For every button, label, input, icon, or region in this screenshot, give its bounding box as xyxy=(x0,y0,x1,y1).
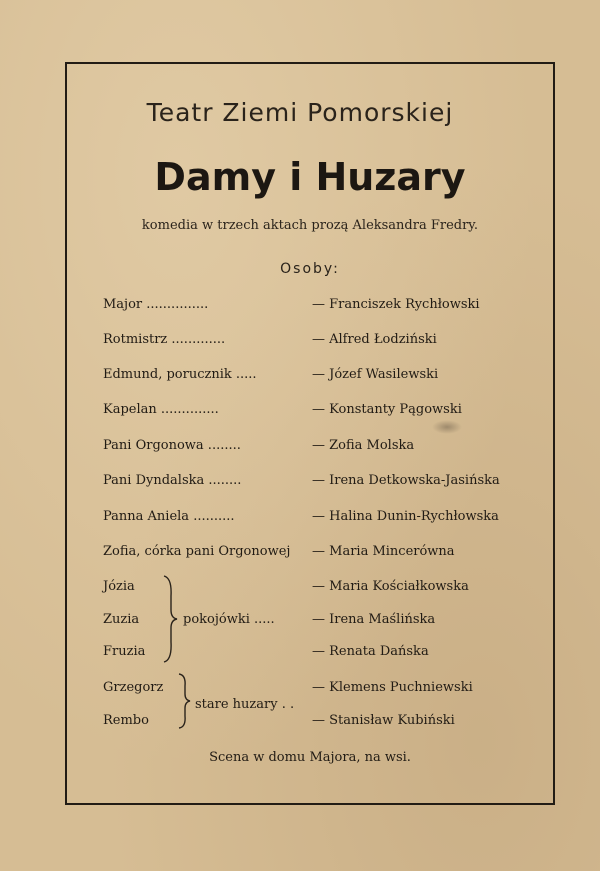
scene-note: Scena w domu Majora, na wsi. xyxy=(209,750,411,765)
maid-actor: — Renata Dańska xyxy=(312,644,429,659)
hussars-group-label: stare huzary . . xyxy=(195,697,295,712)
maids-brace xyxy=(158,574,180,664)
cast-actor: — Franciszek Rychłowski xyxy=(312,297,480,312)
play-subtitle: komedia w trzech aktach prozą Aleksandra Fredry. xyxy=(141,218,479,233)
cast-role: Zofia, córka pani Orgonowej xyxy=(103,544,291,559)
hussar-role: Grzegorz xyxy=(103,680,164,695)
maid-role: Józia xyxy=(103,579,135,594)
maids-group-label: pokojówki ..... xyxy=(183,612,275,627)
cast-actor: — Konstanty Pągowski xyxy=(312,402,462,417)
cast-role: Pani Dyndalska ........ xyxy=(103,473,242,488)
cast-actor: — Alfred Łodziński xyxy=(312,332,437,347)
cast-role: Rotmistrz ............. xyxy=(103,332,226,347)
cast-role: Kapelan .............. xyxy=(103,402,219,417)
cast-actor: — Maria Mincerówna xyxy=(312,544,455,559)
cast-heading: Osoby: xyxy=(280,261,340,277)
maid-actor: — Maria Kościałkowska xyxy=(312,579,469,594)
cast-role: Pani Orgonowa ........ xyxy=(103,438,241,453)
hussar-role: Rembo xyxy=(103,713,149,728)
cast-actor: — Józef Wasilewski xyxy=(312,367,439,382)
hussar-actor: — Stanisław Kubiński xyxy=(312,713,455,728)
play-title: Damy i Huzary xyxy=(154,155,466,199)
cast-actor: — Zofia Molska xyxy=(312,438,415,453)
cast-role: Edmund, porucznik ..... xyxy=(103,367,257,382)
maid-actor: — Irena Maślińska xyxy=(312,612,436,627)
maid-role: Zuzia xyxy=(103,612,140,627)
hussar-actor: — Klemens Puchniewski xyxy=(312,680,473,695)
theatre-name: Teatr Ziemi Pomorskiej xyxy=(146,98,454,127)
cast-actor: — Halina Dunin-Rychłowska xyxy=(312,509,499,524)
cast-role: Major ............... xyxy=(103,297,209,312)
cast-actor: — Irena Detkowska-Jasińska xyxy=(312,473,500,488)
maid-role: Fruzia xyxy=(103,644,146,659)
cast-role: Panna Aniela .......... xyxy=(103,509,235,524)
ink-smudge xyxy=(432,420,462,434)
hussars-brace xyxy=(174,672,194,730)
